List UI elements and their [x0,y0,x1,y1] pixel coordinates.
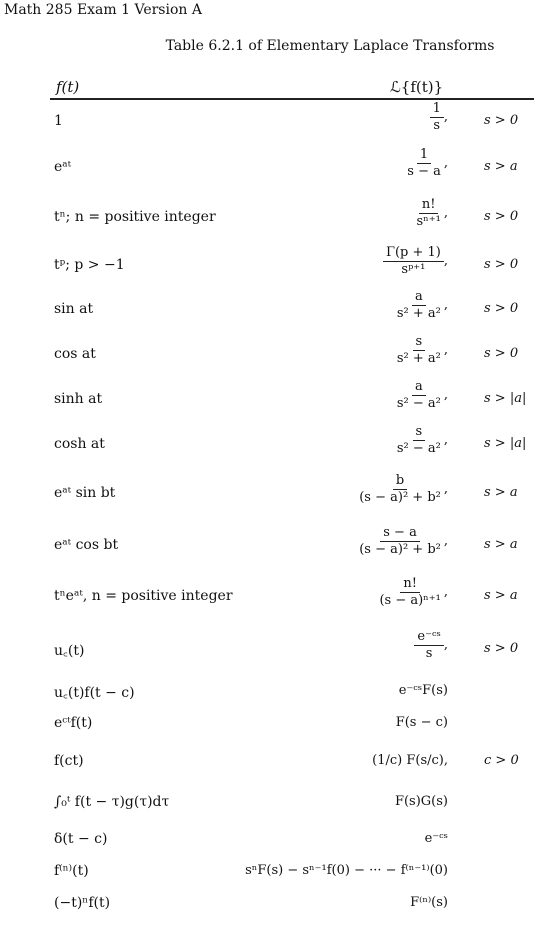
fraction [430,102,444,132]
fraction [394,335,444,365]
condition-cell: s > a [484,537,518,552]
numerator: s [413,425,426,441]
numerator: 1 [430,102,444,118]
transform-cell: (1/c) F(s/c), [372,753,448,768]
denominator: s² + a² [396,350,441,366]
separator: , [443,387,448,403]
transform-cell: e⁻ᶜˢF(s) [398,683,448,698]
numerator: a [412,290,426,306]
transform-cell: F(s)G(s) [394,794,448,809]
column-header-f: f(t) [56,78,80,96]
function-cell: u꜀(t) [54,643,85,659]
denominator: s [425,645,433,661]
transform-cell [394,290,448,320]
numerator: s − a [380,526,420,542]
separator: , [443,637,448,653]
function-cell: eᵃᵗ sin bt [54,485,116,501]
denominator: s² − a² [396,440,441,456]
condition-cell: s > 0 [484,257,519,272]
denominator: (s − a)ⁿ⁺¹ [379,592,441,608]
separator: , [443,584,448,600]
separator: , [443,481,448,497]
transform-cell [414,630,448,660]
separator: , [443,205,448,221]
fraction [404,148,444,178]
function-cell: ∫₀ᵗ f(t − τ)g(τ)dτ [54,794,170,810]
fraction [383,246,444,276]
separator: , [443,342,448,358]
separator: , [443,253,448,269]
condition-cell: s > a [484,588,518,603]
denominator: s − a [407,163,441,179]
transform-cell: F(s − c) [395,715,448,730]
fraction [413,198,443,228]
column-header-laplace: ℒ{f(t)} [390,78,444,96]
fraction [394,425,444,455]
fraction [356,474,444,504]
function-cell: cos at [54,346,96,362]
condition-cell: s > |a| [484,436,527,451]
condition-cell: s > 0 [484,346,519,361]
numerator: e⁻ᶜˢ [414,630,443,646]
table-title: Table 6.2.1 of Elementary Laplace Transforms [165,38,495,54]
condition-cell: s > 0 [484,641,519,656]
page-header: Math 285 Exam 1 Version A [4,2,202,18]
function-cell: sin at [54,301,94,317]
condition-cell: s > |a| [484,391,527,406]
transform-cell [394,335,448,365]
function-cell: eᵃᵗ cos bt [54,537,119,553]
numerator: n! [419,198,439,214]
denominator: sⁿ⁺¹ [416,213,441,229]
transform-cell [356,474,448,504]
denominator: s² + a² [396,305,441,321]
function-cell: eᵃᵗ [54,159,72,175]
transform-cell [394,425,448,455]
transform-cell [376,577,448,607]
denominator: s [433,117,441,133]
numerator: a [412,380,426,396]
fraction [394,380,444,410]
transform-cell: F⁽ⁿ⁾(s) [410,895,448,910]
transform-cell [394,380,448,410]
function-cell: f⁽ⁿ⁾(t) [54,863,89,879]
function-cell: 1 [54,113,63,129]
transform-cell: e⁻ᶜˢ [424,831,448,846]
denominator: (s − a)² + b² [359,541,441,557]
separator: , [443,109,448,125]
function-cell: (−t)ⁿf(t) [54,895,111,911]
denominator: sᵖ⁺¹ [401,261,426,277]
numerator: b [393,474,407,490]
fraction [376,577,443,607]
function-cell: sinh at [54,391,103,407]
function-cell: tⁿeᵃᵗ, n = positive integer [54,588,233,604]
transform-cell [404,148,448,178]
separator: , [443,533,448,549]
condition-cell: s > 0 [484,209,519,224]
function-cell: u꜀(t)f(t − c) [54,685,135,701]
condition-cell: c > 0 [484,753,519,768]
numerator: n! [400,577,420,593]
header-rule [50,98,534,100]
fraction [356,526,444,556]
numerator: Γ(p + 1) [383,246,444,262]
denominator: s² − a² [396,395,441,411]
function-cell: cosh at [54,436,105,452]
numerator: s [413,335,426,351]
function-cell: δ(t − c) [54,831,108,847]
separator: , [443,155,448,171]
denominator: (s − a)² + b² [359,489,441,505]
function-cell: eᶜᵗf(t) [54,715,93,731]
condition-cell: s > a [484,159,518,174]
fraction [414,630,443,660]
condition-cell: s > a [484,485,518,500]
transform-cell [383,246,448,276]
transform-cell [430,102,448,132]
function-cell: tⁿ; n = positive integer [54,209,216,225]
transform-cell: sⁿF(s) − sⁿ⁻¹f(0) − ··· − f⁽ⁿ⁻¹⁾(0) [245,863,448,878]
condition-cell: s > 0 [484,301,519,316]
function-cell: f(ct) [54,753,84,769]
numerator: 1 [417,148,431,164]
function-cell: tᵖ; p > −1 [54,257,125,273]
transform-cell [413,198,448,228]
transform-cell [356,526,448,556]
separator: , [443,432,448,448]
separator: , [443,297,448,313]
condition-cell: s > 0 [484,113,519,128]
fraction [394,290,444,320]
